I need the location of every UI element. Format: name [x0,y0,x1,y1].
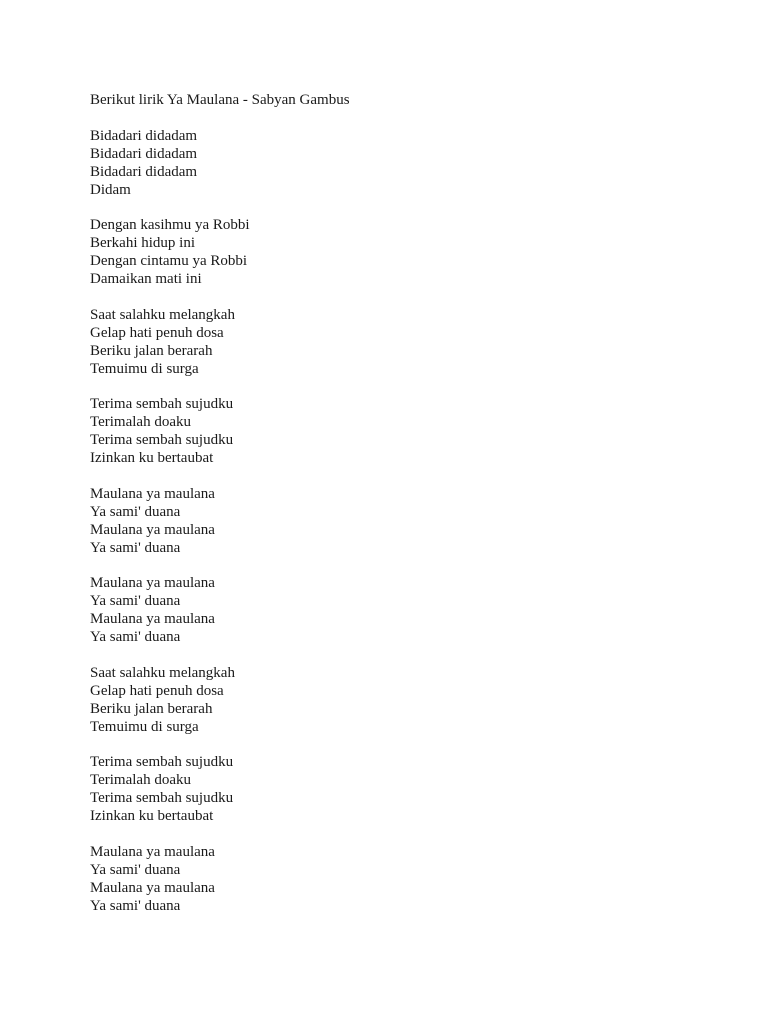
lyric-line: Izinkan ku bertaubat [90,450,214,467]
stanza-9 [90,844,710,916]
lyric-line: Ya sami' duana [90,629,181,646]
lyric-line: Maulana ya maulana [90,843,215,860]
lyric-line: Ya sami' duana [90,503,181,520]
lyric-line: Terima sembah sujudku [90,790,234,807]
lyric-line: Beriku jalan berarah [90,342,213,359]
lyric-line: Maulana ya maulana [90,611,215,628]
stanza-6 [90,575,710,647]
lyric-line: Ya sami' duana [90,897,181,914]
lyric-line: Izinkan ku bertaubat [90,808,214,825]
lyric-line: Berkahi hidup ini [90,235,195,252]
stanza-3 [90,307,710,379]
document-title: Berikut lirik Ya Maulana - Sabyan Gambus [90,92,350,108]
lyric-line: Terima sembah sujudku [90,396,234,413]
lyric-line: Saat salahku melangkah [90,306,235,323]
lyric-line: Terima sembah sujudku [90,432,234,449]
lyric-line: Bidadari didadam [90,145,198,162]
lyric-line: Damaikan mati ini [90,271,202,288]
lyric-line: Ya sami' duana [90,593,181,610]
stanza-4 [90,396,710,468]
lyric-line: Bidadari didadam [90,163,198,180]
stanza-5 [90,486,710,558]
lyric-line: Saat salahku melangkah [90,664,235,681]
lyric-line: Gelap hati penuh dosa [90,324,224,341]
lyric-line: Dengan cintamu ya Robbi [90,253,248,270]
lyrics-document [90,92,710,933]
lyric-line: Temuimu di surga [90,718,199,735]
lyric-line: Terimalah doaku [90,772,191,789]
lyric-line: Maulana ya maulana [90,485,215,502]
lyric-line: Dengan kasihmu ya Robbi [90,217,250,234]
lyric-line: Ya sami' duana [90,861,181,878]
stanza-1 [90,128,710,200]
stanza-8 [90,754,710,826]
lyric-line: Terimalah doaku [90,414,191,431]
lyric-line: Terima sembah sujudku [90,754,234,771]
lyric-line: Maulana ya maulana [90,879,215,896]
lyric-line: Maulana ya maulana [90,521,215,538]
lyric-line: Maulana ya maulana [90,575,215,592]
lyric-line: Ya sami' duana [90,539,181,556]
stanza-2 [90,217,710,289]
lyric-line: Didam [90,181,131,198]
lyric-line: Beriku jalan berarah [90,700,213,717]
lyric-line: Temuimu di surga [90,360,199,377]
stanza-7 [90,665,710,737]
lyric-line: Bidadari didadam [90,127,198,144]
lyric-line: Gelap hati penuh dosa [90,682,224,699]
